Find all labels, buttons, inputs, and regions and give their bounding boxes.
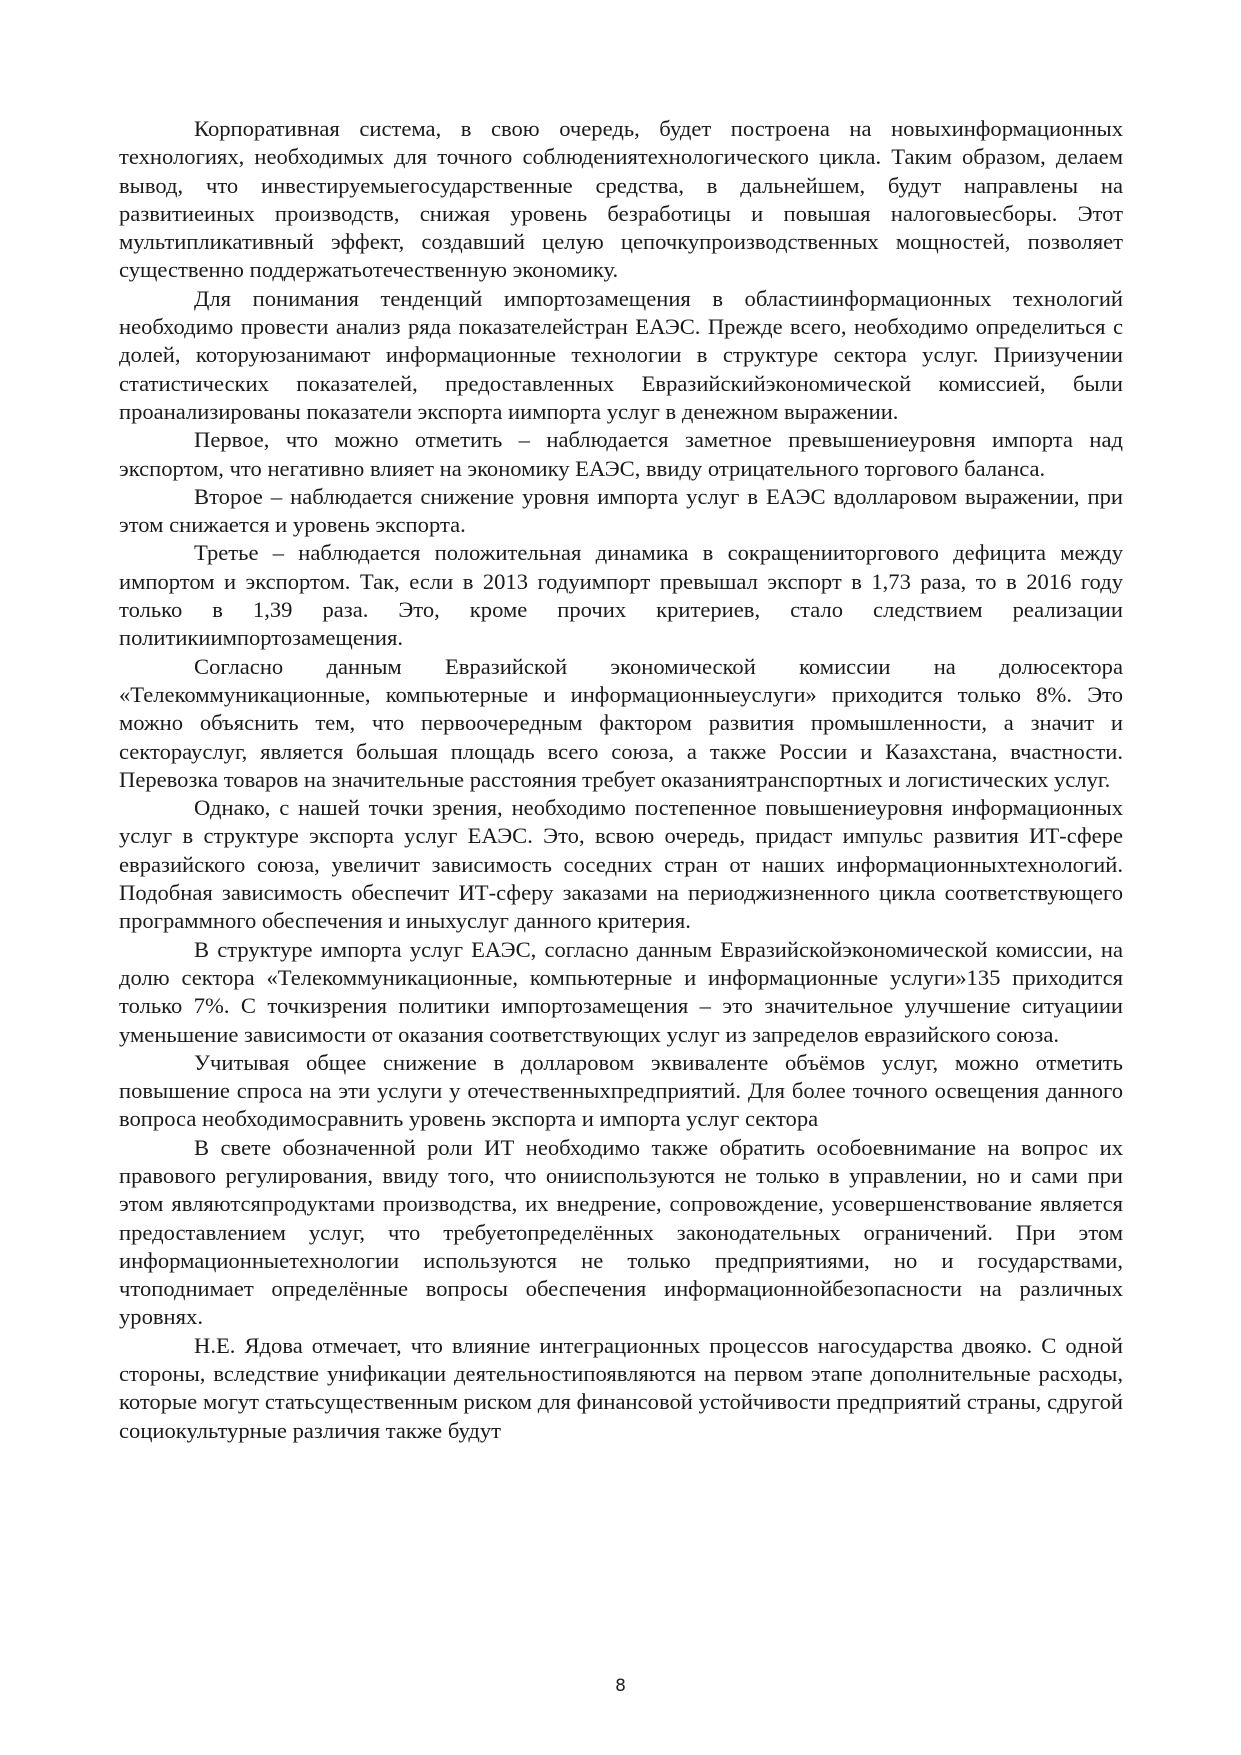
document-body [119, 115, 1123, 1445]
paragraph-5: Третье – наблюдается положительная динамика в сокращенииторгового дефицита между импортом и экспортом. Так, если в 2013 годуимпорт превышал экспорт в 1,73 раза, то в 2016 году только в 1,39 раза. Это, кроме прочих критериев, стало следствием реализации политикиимпортозамещения. [119, 540, 1123, 651]
paragraph-11: Н.Е. Ядова отмечает, что влияние интеграционных процессов нагосударства двояко. С одной стороны, вследствие унификации деятельностипоявляются на первом этапе дополнительные расходы, которые могут статьсущественным риском для финансовой устойчивости предприятий страны, сдругой социокультурные различия также будут [119, 1332, 1123, 1443]
paragraph-7: Однако, с нашей точки зрения, необходимо постепенное повышениеуровня информационных услуг в структуре экспорта услуг ЕАЭС. Это, всвою очередь, придаст импульс развития ИТ-сфере евразийского союза, увеличит зависимость соседних стран от наших информационныхтехнологий. Подобная зависимость обеспечит ИТ-сферу заказами на периоджизненного цикла соответствующего программного обеспечения и иныхуслуг данного критерия. [119, 795, 1123, 934]
paragraph-8: В структуре импорта услуг ЕАЭС, согласно данным Евразийскойэкономической комиссии, на долю сектора «Телекоммуникационные, компьютерные и информационные услуги»135 приходится только 7%. С точкизрения политики импортозамещения – это значительное улучшение ситуациии уменьшение зависимости от оказания соответствующих услуг из запределов евразийского союза. [119, 936, 1123, 1047]
paragraph-3: Первое, что можно отметить – наблюдается заметное превышениеуровня импорта над экспортом, что негативно влияет на экономику ЕАЭС, ввиду отрицательного торгового баланса. [119, 427, 1123, 481]
paragraph-9: Учитывая общее снижение в долларовом эквиваленте объёмов услуг, можно отметить повышение спроса на эти услуги у отечественныхпредприятий. Для более точного освещения данного вопроса необходимосравнить уровень экспорта и импорта услуг сектора [119, 1049, 1123, 1132]
paragraph-6: Согласно данным Евразийской экономической комиссии на долюсектора «Телекоммуникационные, компьютерные и информационныеуслуги» приходится только 8%. Это можно объяснить тем, что первоочередным фактором развития промышленности, а значит и секторауслуг, является большая площадь всего союза, а также России и Казахстана, вчастности. Перевозка товаров на значительные расстояния требует оказаниятранспортных и логистических услуг. [119, 653, 1123, 792]
paragraph-1: Корпоративная система, в свою очередь, будет построена на новыхинформационных технологиях, необходимых для точного соблюдениятехнологического цикла. Таким образом, делаем вывод, что инвестируемыегосударственные средства, в дальнейшем, будут направлены на развитиеиных производств, снижая уровень безработицы и повышая налоговыесборы. Этот мультипликативный эффект, создавший целую цепочкупроизводственных мощностей, позволяет существенно поддержатьотечественную экономику. [119, 116, 1123, 283]
paragraph-2: Для понимания тенденций импортозамещения в областиинформационных технологий необходимо провести анализ ряда показателейстран ЕАЭС. Прежде всего, необходимо определиться с долей, которуюзанимают информационные технологии в структуре сектора услуг. Приизучении статистических показателей, предоставленных Евразийскийэкономической комиссией, были проанализированы показатели экспорта иимпорта услуг в денежном выражении. [119, 285, 1123, 424]
paragraph-4: Второе – наблюдается снижение уровня импорта услуг в ЕАЭС вдолларовом выражении, при этом снижается и уровень экспорта. [119, 483, 1123, 538]
page-number: 8 [615, 1676, 626, 1696]
paragraph-10: В свете обозначенной роли ИТ необходимо также обратить особоевнимание на вопрос их правового регулирования, ввиду того, что онииспользуются не только в управлении, но и сами при этом являютсяпродуктами производства, их внедрение, сопровождение, усовершенствование является предоставлением услуг, что требуетопределённых законодательных ограничений. При этом информационныетехнологии используются не только предприятиями, но и государствами, чтоподнимает определённые вопросы обеспечения информационнойбезопасности на различных уровнях. [119, 1134, 1123, 1330]
